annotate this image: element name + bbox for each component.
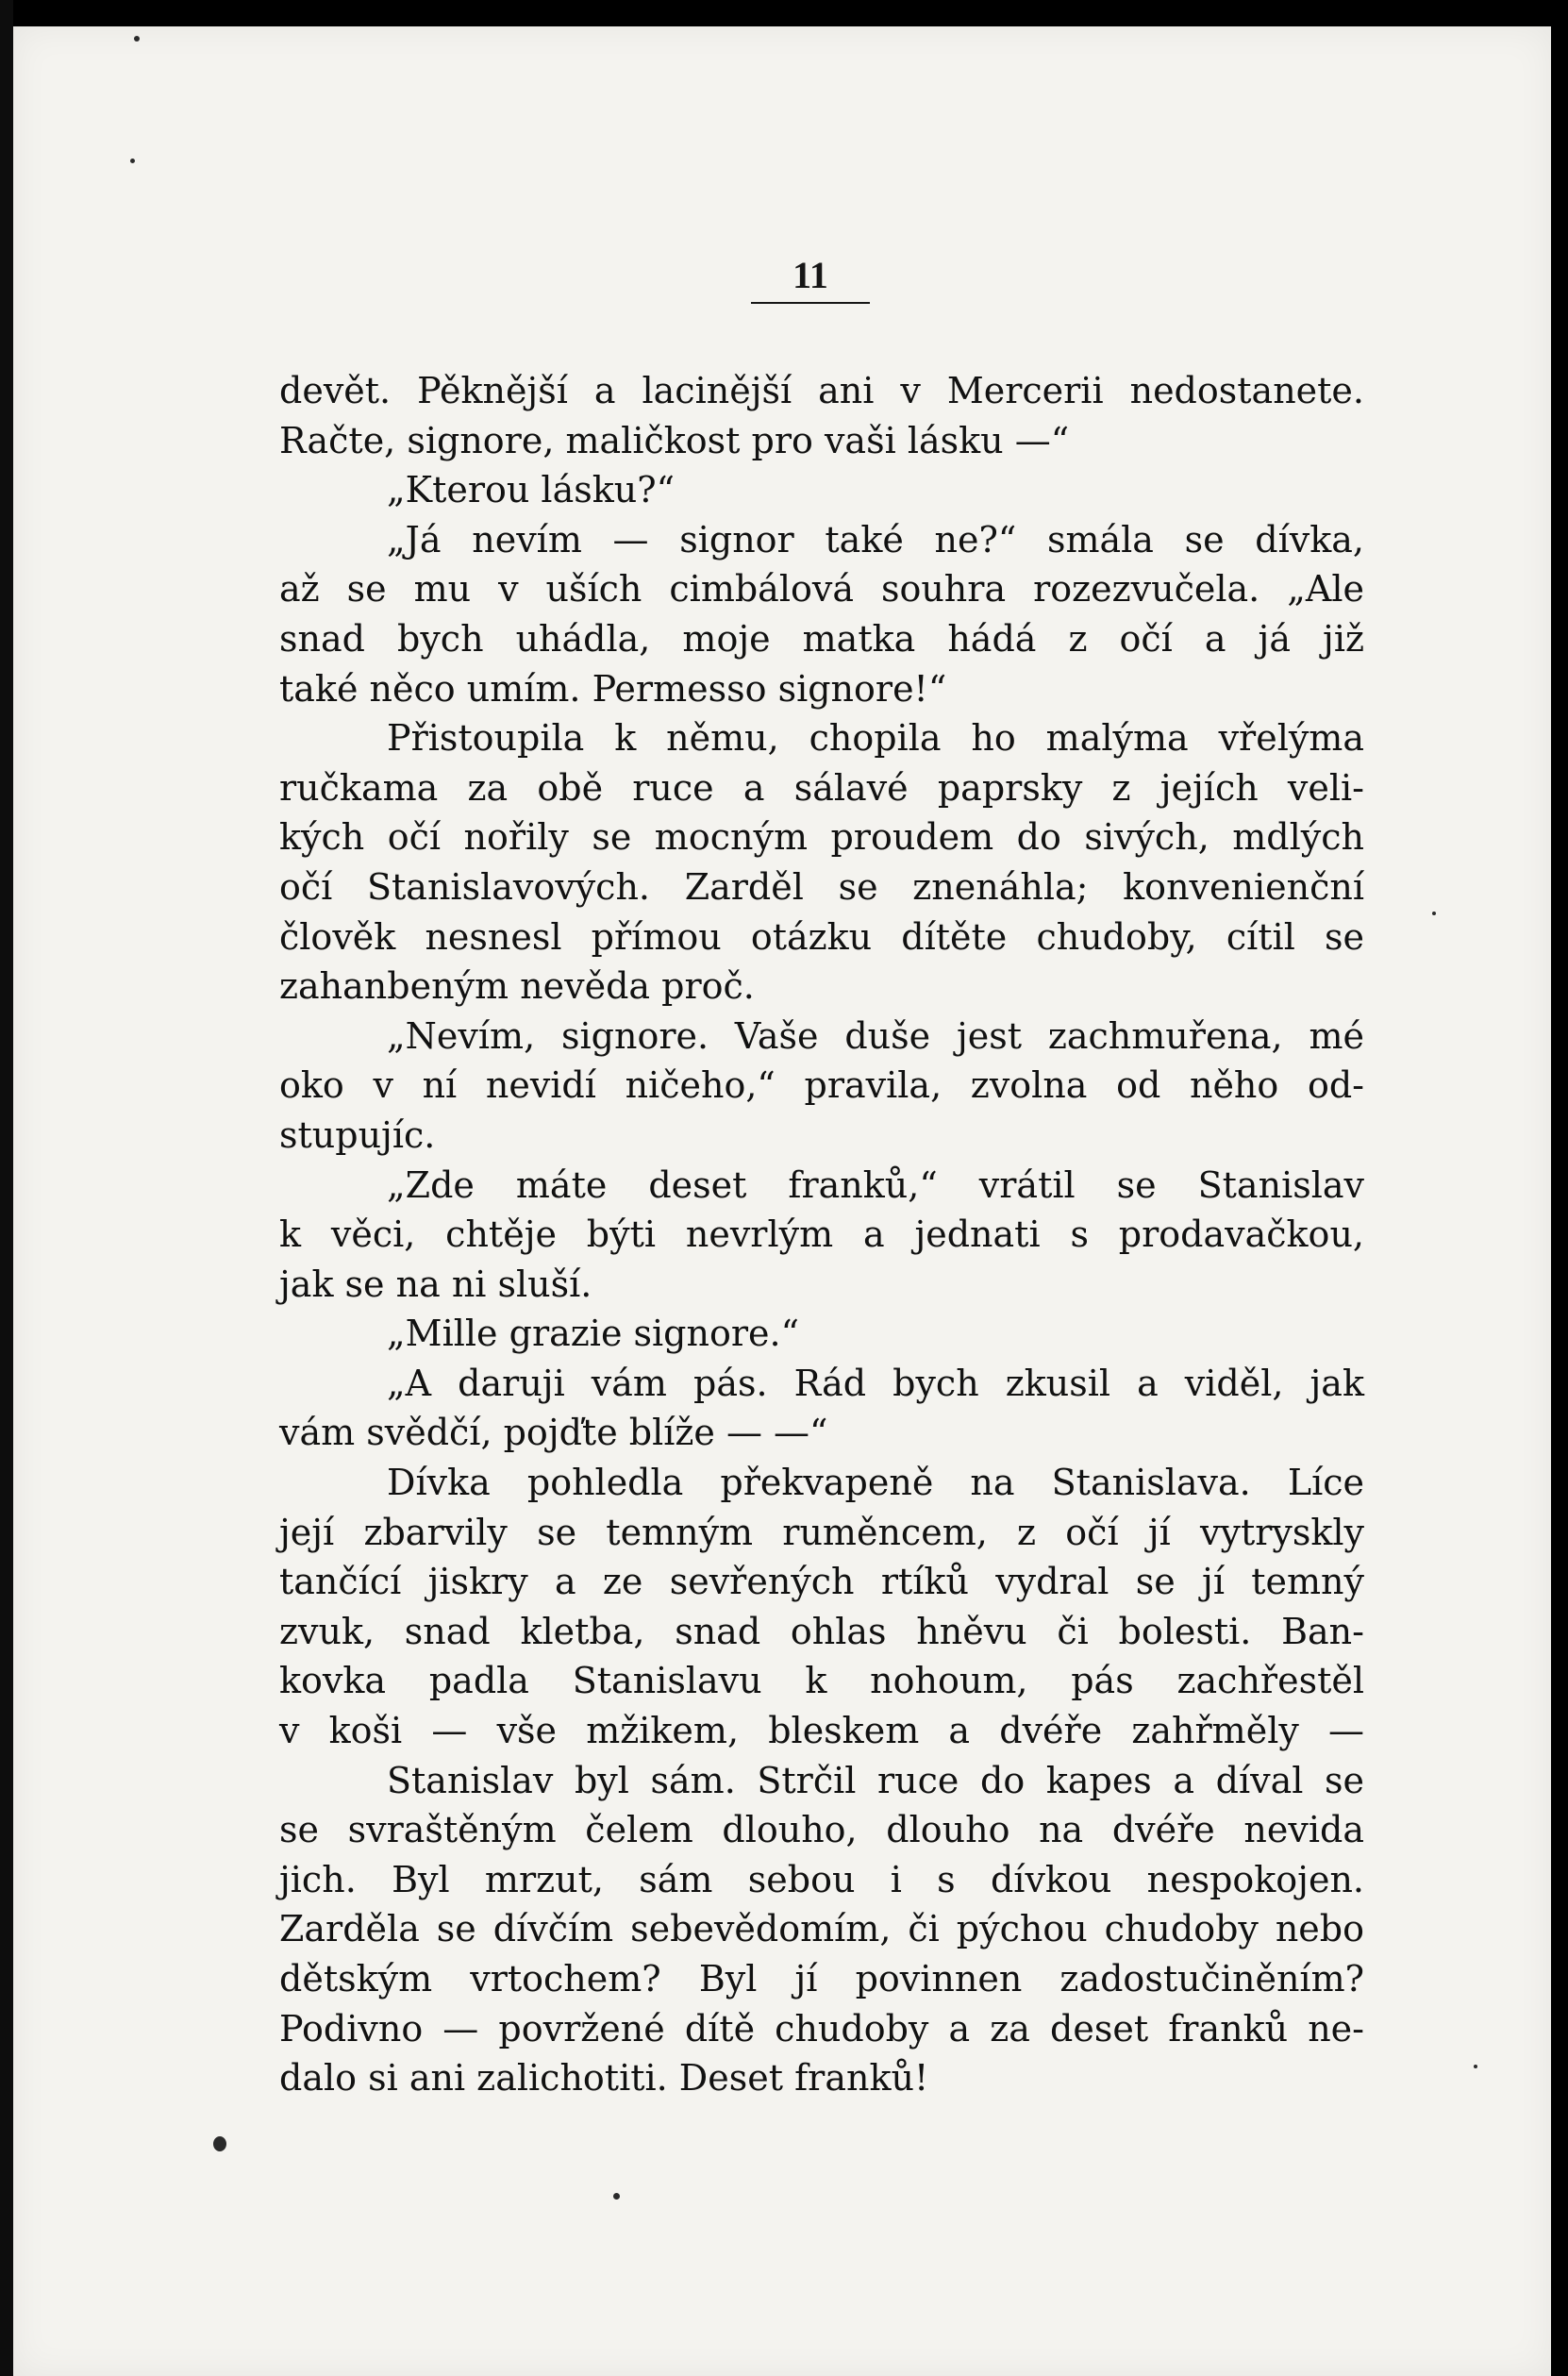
- text-line: Zarděla se dívčím sebevědomím, či pýchou chudoby nebo: [279, 1908, 1364, 1950]
- text-line: kovka padla Stanislavu k nohoum, pás zachřestěl: [279, 1660, 1364, 1702]
- text-line: Stanislav byl sám. Strčil ruce do kapes a díval se: [387, 1759, 1364, 1801]
- text-line: dalo si ani zalichotiti. Deset franků!: [279, 2057, 929, 2100]
- scan-speck: [130, 159, 135, 163]
- scan-speck: [134, 36, 140, 42]
- text-line: kých očí nořily se mocným proudem do sivých, mdlých: [279, 816, 1364, 859]
- text-line: jak se na ni sluší.: [279, 1263, 592, 1305]
- text-line: tančící jiskry a ze sevřených rtíků vydral se jí temný: [279, 1561, 1364, 1603]
- page-number-underline: [751, 302, 870, 304]
- text-line: snad bych uhádla, moje matka hádá z očí a já již: [279, 617, 1364, 660]
- text-line: „A daruji vám pás. Rád bych zkusil a viděl, jak: [387, 1362, 1364, 1404]
- text-line: očí Stanislavových. Zarděl se znenáhla; konvenienční: [279, 865, 1364, 908]
- text-line: její zbarvily se temným ruměncem, z očí jí vytryskly: [279, 1511, 1364, 1553]
- text-line: vám svědčí, pojďte blíže — —“: [279, 1412, 828, 1454]
- scan-speck: [1432, 912, 1436, 915]
- text-line: člověk nesnesl přímou otázku dítěte chudoby, cítil se: [279, 915, 1364, 958]
- text-line: Dívka pohledla překvapeně na Stanislava. Líce: [387, 1462, 1364, 1504]
- text-line: se svraštěným čelem dlouho, dlouho na dvéře nevida: [279, 1809, 1364, 1851]
- scan-speck: [1474, 2065, 1477, 2068]
- text-line: zahanbeným nevěda proč.: [279, 965, 755, 1008]
- text-line: „Kterou lásku?“: [387, 469, 676, 511]
- text-line: Přistoupila k němu, chopila ho malýma vřelýma: [387, 717, 1364, 760]
- text-line: zvuk, snad kletba, snad ohlas hněvu či bolesti. Ban-: [279, 1610, 1364, 1652]
- body-text: [279, 366, 1364, 2103]
- text-line: „Nevím, signore. Vaše duše jest zachmuřena, mé: [387, 1014, 1364, 1057]
- text-line: stupujíc.: [279, 1113, 436, 1156]
- text-line: devět. Pěknější a lacinější ani v Mercerii nedostanete.: [279, 370, 1364, 411]
- scan-left-border: [0, 0, 13, 2376]
- scan-speck: [613, 2193, 620, 2200]
- text-line: „Mille grazie signore.“: [387, 1313, 799, 1355]
- text-line: ručkama za obě ruce a sálavé paprsky z jejích veli-: [279, 766, 1364, 809]
- text-line: Račte, signore, maličkost pro vaši lásku —“: [279, 419, 1070, 461]
- text-line: jich. Byl mrzut, sám sebou i s dívkou nespokojen.: [279, 1858, 1364, 1900]
- text-line: „Já nevím — signor také ne?“ smála se dívka,: [387, 518, 1364, 561]
- text-line: „Zde máte deset franků,“ vrátil se Stanislav: [387, 1163, 1364, 1206]
- text-line: až se mu v uších cimbálová souhra rozezvučela. „Ale: [279, 568, 1364, 611]
- book-page: [13, 26, 1551, 2376]
- scan-speck: [213, 2136, 226, 2151]
- text-line: oko v ní nevidí ničeho,“ pravila, zvolna od něho od-: [279, 1064, 1364, 1107]
- text-line: dětským vrtochem? Byl jí povinnen zadostučiněním?: [279, 1958, 1364, 2000]
- text-line: Podivno — povržené dítě chudoby a za deset franků ne-: [279, 2007, 1364, 2050]
- text-line: v koši — vše mžikem, bleskem a dvéře zahřměly —: [279, 1710, 1364, 1752]
- page-number: 11: [792, 254, 828, 296]
- text-line: také něco umím. Permesso signore!“: [279, 667, 947, 710]
- text-line: k věci, chtěje býti nevrlým a jednati s prodavačkou,: [279, 1213, 1364, 1256]
